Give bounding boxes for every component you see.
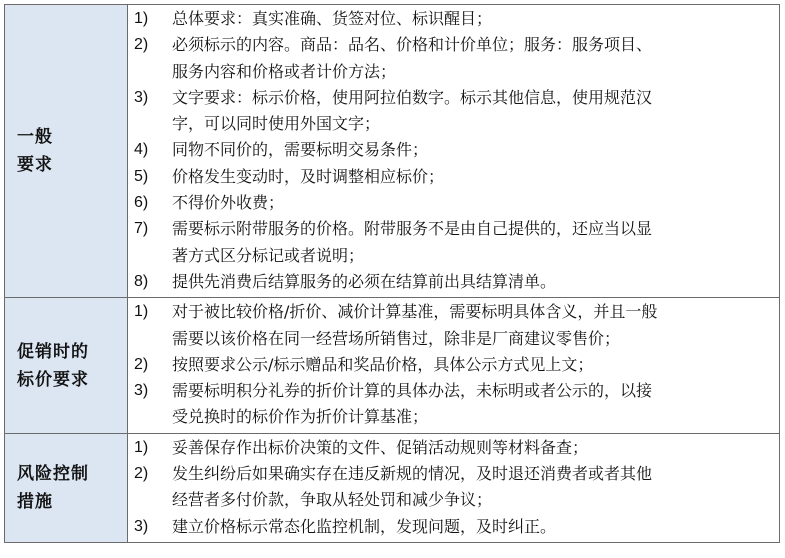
item-line: [128, 352, 779, 378]
item-number: [128, 59, 172, 85]
item-line: [128, 59, 779, 85]
item-text: 服务内容和价格或者计价方法；: [172, 61, 397, 81]
item-line: [128, 461, 779, 487]
item-text: 经营者多付价款，争取从轻处罚和减少争议；: [172, 490, 493, 510]
section-title-cell: [5, 298, 128, 433]
item-line: [128, 269, 779, 295]
item-number: 2): [134, 465, 149, 483]
item-number: 7): [134, 220, 149, 238]
item-line: [128, 32, 779, 58]
item-line: [128, 435, 779, 461]
item-text: 必须标示的内容。商品：品名、价格和计价单位；服务：服务项目、: [172, 35, 653, 55]
item-text: 字，可以同时使用外国文字；: [172, 114, 381, 134]
item-line: [128, 487, 779, 513]
item-text: 妥善保存作出标价决策的文件、促销活动规则等材料备查；: [172, 437, 589, 457]
section-title-cell: [5, 5, 128, 298]
item-line: [128, 326, 779, 352]
item-line: [128, 85, 779, 111]
item-text: 需要标明积分礼券的折价计算的具体办法，未标明或者公示的，以接: [172, 381, 653, 401]
item-text: 总体要求：真实准确、货签对位、标识醒目；: [172, 9, 493, 28]
section-row-general-requirements: [5, 5, 780, 298]
item-line: [128, 378, 779, 404]
section-title-line: 标价要求: [17, 369, 89, 390]
item-number: 8): [134, 272, 149, 290]
item-text: 需要以该价格在同一经营场所销售过，除非是厂商建议零售价；: [172, 328, 621, 348]
item-line: [128, 190, 779, 216]
item-line: [128, 164, 779, 190]
price-rules-table: [4, 4, 780, 543]
item-line: [128, 514, 779, 540]
section-title-line: 风险控制: [17, 463, 89, 484]
item-line: [128, 137, 779, 163]
item-number: 2): [134, 355, 149, 373]
item-number: 1): [134, 10, 149, 27]
item-number: 5): [134, 167, 149, 185]
item-text: 建立价格标示常态化监控机制，发现问题，及时纠正。: [172, 516, 557, 536]
item-text: 著方式区分标记或者说明；: [172, 245, 365, 265]
item-text: 不得价外收费；: [172, 193, 285, 213]
item-line: [128, 111, 779, 137]
section-title-line: 要求: [17, 155, 53, 176]
item-number: 3): [134, 517, 149, 535]
item-line: [128, 216, 779, 242]
item-line: [128, 404, 779, 430]
item-number: 3): [134, 382, 149, 400]
table-body: [5, 5, 780, 543]
item-number: 4): [134, 141, 149, 159]
item-number: [128, 111, 172, 137]
section-row-risk-control-measures: [5, 433, 780, 542]
item-text: 价格发生变动时，及时调整相应标价；: [172, 166, 445, 186]
item-text: 提供先消费后结算服务的必须在结算前出具结算清单。: [172, 271, 557, 291]
section-items-cell: [128, 433, 780, 542]
item-number: [128, 326, 172, 352]
section-title-line: 措施: [17, 491, 53, 512]
item-number: [128, 487, 172, 513]
item-text: 同物不同价的，需要标明交易条件；: [172, 140, 429, 160]
item-number: 2): [134, 36, 149, 54]
item-line: [128, 243, 779, 269]
item-text: 对于被比较价格/折价、减价计算基准，需要标明具体含义，并且一般: [172, 302, 658, 322]
item-number: 6): [134, 194, 149, 212]
item-text: 发生纠纷后如果确实存在违反新规的情况，及时退还消费者或者其他: [172, 464, 653, 484]
section-items-cell: [128, 298, 780, 433]
section-title-line: 促销时的: [17, 341, 89, 362]
item-number: 1): [134, 438, 149, 456]
section-row-promotion-requirements: [5, 298, 780, 433]
item-number: 3): [134, 88, 149, 106]
item-number: [128, 243, 172, 269]
section-title-line: 一般: [17, 127, 53, 148]
item-text: 需要标示附带服务的价格。附带服务不是由自己提供的，还应当以显: [172, 219, 653, 239]
item-text: 受兑换时的标价作为折价计算基准；: [172, 407, 429, 427]
item-text: 文字要求：标示价格，使用阿拉伯数字。标示其他信息，使用规范汉: [172, 87, 653, 107]
item-number: [128, 404, 172, 430]
item-line: [128, 6, 779, 32]
item-number: 1): [134, 303, 149, 321]
section-items-cell: [128, 5, 780, 298]
section-title-cell: [5, 433, 128, 542]
item-line: [128, 299, 779, 325]
item-text: 按照要求公示/标示赠品和奖品价格，具体公示方式见上文；: [172, 354, 594, 374]
